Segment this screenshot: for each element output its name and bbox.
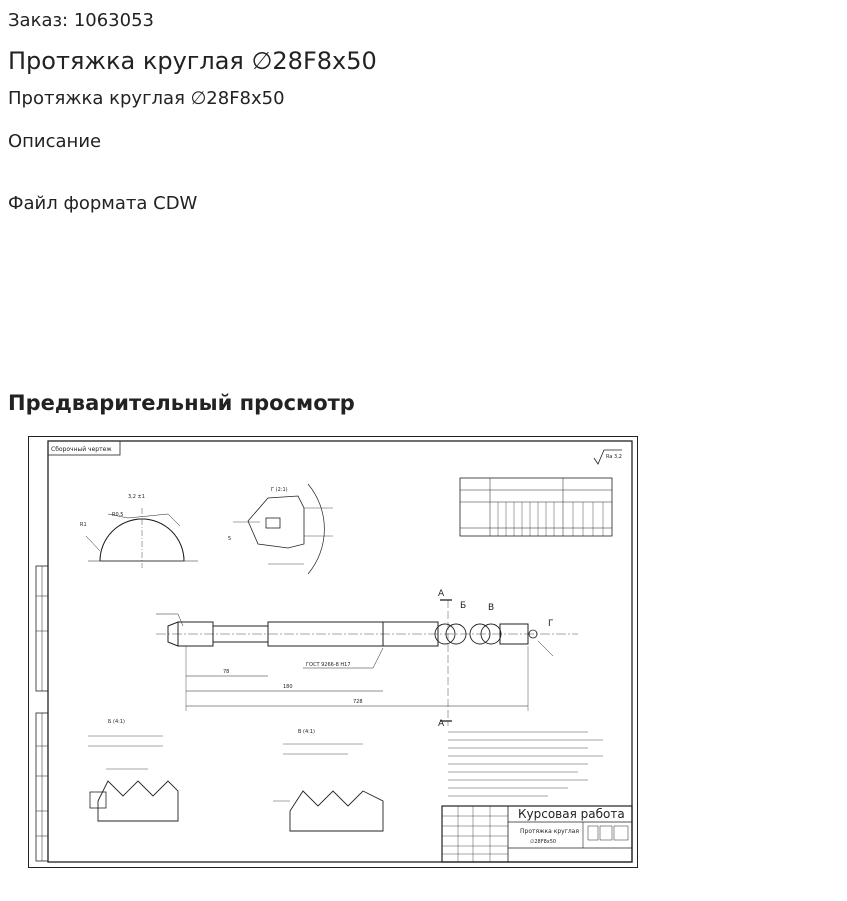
top-left-label-box [48,441,120,455]
left-margin-boxes [36,566,48,861]
top-left-label: Сборочный чертеж [51,446,112,453]
svg-text:3,2 ±1: 3,2 ±1 [128,494,145,500]
title-block-label: Курсовая работа [518,807,625,821]
svg-text:Ra 3,2: Ra 3,2 [606,454,622,460]
svg-text:ГОСТ 9266-8 H17: ГОСТ 9266-8 H17 [306,662,351,668]
svg-text:180: 180 [283,684,293,690]
svg-text:78: 78 [223,669,230,675]
title-block-part-code: ∅28F8x50 [530,839,557,845]
drawing-preview-image[interactable] [28,436,638,868]
section-label-a-bottom: А [438,719,445,729]
svg-text:Г (2:1): Г (2:1) [271,487,288,493]
title-block-part-name: Протяжка круглая [520,828,579,835]
parameter-table [460,478,612,536]
section-view-profile [228,484,333,574]
page-title: Протяжка круглая ∅28F8x50 [8,47,377,75]
description-heading: Описание [8,131,102,152]
tooth-detail-middle [273,729,383,831]
order-number: Заказ: 1063053 [8,10,154,31]
svg-text:728: 728 [353,699,363,705]
section-label-g: Г [548,619,554,629]
drawing-outer-frame [29,437,638,868]
svg-text:R0,5: R0,5 [112,512,124,518]
svg-text:В (4:1): В (4:1) [298,729,315,735]
section-view-left [80,494,198,568]
svg-text:5: 5 [228,536,232,542]
preview-heading: Предварительный просмотр [8,391,355,415]
technical-notes [448,732,603,796]
file-format-text: Файл формата CDW [8,193,198,214]
product-subtitle: Протяжка круглая ∅28F8x50 [8,88,285,109]
section-label-a-top: А [438,589,445,599]
technical-drawing [28,436,638,868]
title-block [442,806,632,862]
section-label-b: Б [460,601,467,611]
svg-text:R1: R1 [80,522,87,528]
section-label-v: В [488,603,495,613]
broach-main-view [156,589,578,729]
svg-text:Б (4:1): Б (4:1) [108,719,125,725]
roughness-mark [594,450,622,464]
drawing-inner-frame [48,441,632,862]
tooth-detail-left [88,719,178,821]
